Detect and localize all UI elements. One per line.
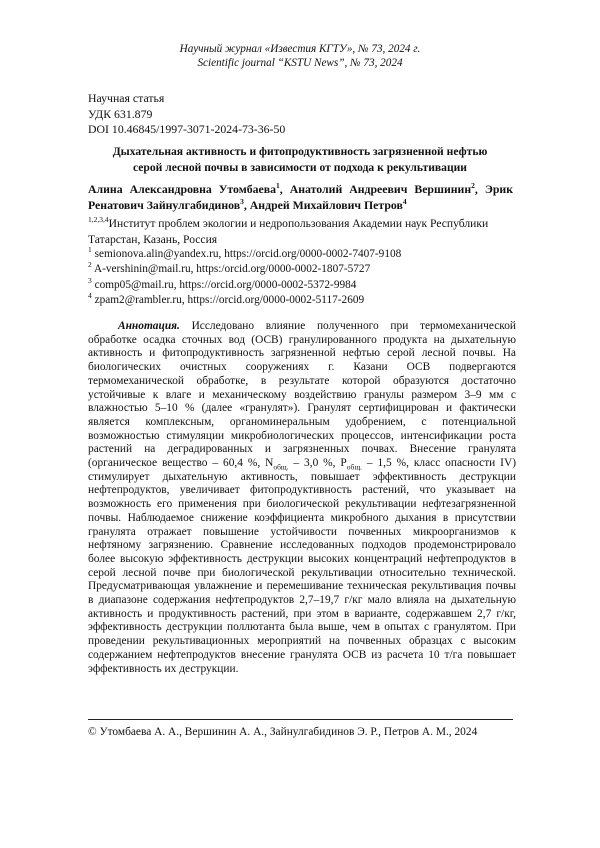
article-meta xyxy=(88,91,285,138)
contact-sup: 3 xyxy=(88,275,92,285)
copyright-notice: © Утомбаева А. А., Вершинин А. А., Зайнулгабидинов Э. Р., Петров А. М., 2024 xyxy=(88,726,478,738)
contact-text[interactable]: comp05@mail.ru, https://orcid.org/0000-0002-5372-9984 xyxy=(94,278,357,291)
affiliation xyxy=(88,216,513,247)
abstract-text-3: – 1,5 %, класс опасности IV) стимулирует дыхательную активность, повышает эффективность деструкции нефтепродуктов, увеличивает фитопродуктивность растений, что указывает на возможность его применения при биологической рекультивации нефтезагрязненной почвы. Наблюдаемое снижение коэффициента микробного дыхания в присутствии гранулята отражает повышение устойчивости почвенных микроорганизмов к нефтяному загрязнению. Сравнение исследованных подходов продемонстрировало более высокую эффективность деструкции высоких концентраций нефтепродуктов в серой лесной почве при биологической рекультивации относительно технической. Предусматривающая увлажнение и перемешивание техническая рекультивация почвы в диапазоне содержания нефтепродуктов 2,7–19,7 г/кг мало влияла на дыхательную активность и продуктивность растений, при этом в варианте, содержавшем 2,7 г/кг, эффективность деструкции поллютанта была выше, чем в опытах с гранулятом. При проведении рекультивационных мероприятий на почвенных образцах с высоким содержанием нефтепродуктов внесение гранулята ОСВ из расчета 10 т/га повышает эффективность их деструкции. xyxy=(88,457,516,675)
journal-header-en: Scientific journal “KSTU News”, № 73, 2024 xyxy=(197,56,403,69)
author-name: Алина Александровна Утомбаева xyxy=(88,182,277,196)
contact-sup: 2 xyxy=(88,260,92,270)
abstract-text-1: Исследовано влияние полученного при термомеханической обработке осадка сточных вод (ОСВ) гранулированного продукта на дыхательную активность и фитопродуктивность загрязненной нефтью серой лесной почвы. На биологических очистных сооружениях г. Казани ОСВ подвергаются термомеханической обработке, в результате которой образуются достаточно устойчивые к влаге и механическому воздействию гранулы размером 3–9 мм с влажностью 5–10 % (далее «гранулят»). Гранулят сертифицирован и фактически является комплексным, органоминеральным удобрением, с потенциальной возможностью стимуляции микробиологических процессов, интенсификации роста растений на деградированных и загрязненных почвах. Внесение гранулята (органическое вещество – 60,4 %, N xyxy=(88,320,516,470)
author-name: Эрик Ренатович Зайнулгабидинов xyxy=(88,182,513,212)
article-type: Научная статья xyxy=(88,91,165,105)
abstract-sub: общ. xyxy=(273,462,289,472)
abstract-sub: общ. xyxy=(346,462,362,472)
contact-line xyxy=(88,262,518,277)
contact-text[interactable]: zpam2@rambler.ru, https://orcid.org/0000-0002-5117-2609 xyxy=(94,293,365,306)
author-name: Анатолий Андреевич Вершинин xyxy=(289,182,472,196)
contact-line xyxy=(88,275,518,293)
contact-sup: 1 xyxy=(88,245,92,255)
affiliation-sup: 1,2,3,4 xyxy=(88,215,109,225)
journal-header-ru: Научный журнал «Известия КГТУ», № 73, 2024 г. xyxy=(179,43,421,55)
affiliation-text: Институт проблем экологии и недропользования Академии наук Республики Татарстан, Казань, Россия xyxy=(88,217,489,246)
author-list xyxy=(88,181,513,213)
footnote-divider xyxy=(88,719,513,720)
author-contacts xyxy=(88,247,518,308)
author-sup: 4 xyxy=(402,197,407,207)
udk-code: УДК 631.879 xyxy=(88,106,153,121)
author-name: Андрей Михайлович Петров xyxy=(249,198,403,212)
abstract-label: Аннотация. xyxy=(118,320,180,332)
author-sep: , xyxy=(474,182,485,196)
author-sup: 3 xyxy=(240,197,244,207)
contact-line xyxy=(88,247,518,262)
journal-header xyxy=(0,43,600,70)
contact-sup: 4 xyxy=(88,291,92,301)
abstract-text-2: – 3,0 %, P xyxy=(288,457,347,470)
contact-text[interactable]: A-vershinin@mail.ru, https:/orcid.org/0000-0002-1807-5727 xyxy=(93,263,371,276)
contact-line xyxy=(88,293,518,308)
abstract xyxy=(88,320,516,676)
author-sup: 2 xyxy=(471,181,475,191)
article-title: Дыхательная активность и фитопродуктивность загрязненной нефтью серой лесной почвы в зависимости от подхода к рекультивации xyxy=(112,145,488,174)
contact-text[interactable]: semionova.alin@yandex.ru, https://orcid.org/0000-0002-7407-9108 xyxy=(94,248,402,260)
doi: DOI 10.46845/1997-3071-2024-73-36-50 xyxy=(88,122,286,136)
author-sep: , xyxy=(243,198,250,212)
author-sup: 1 xyxy=(276,181,280,191)
author-sep: , xyxy=(279,182,290,196)
